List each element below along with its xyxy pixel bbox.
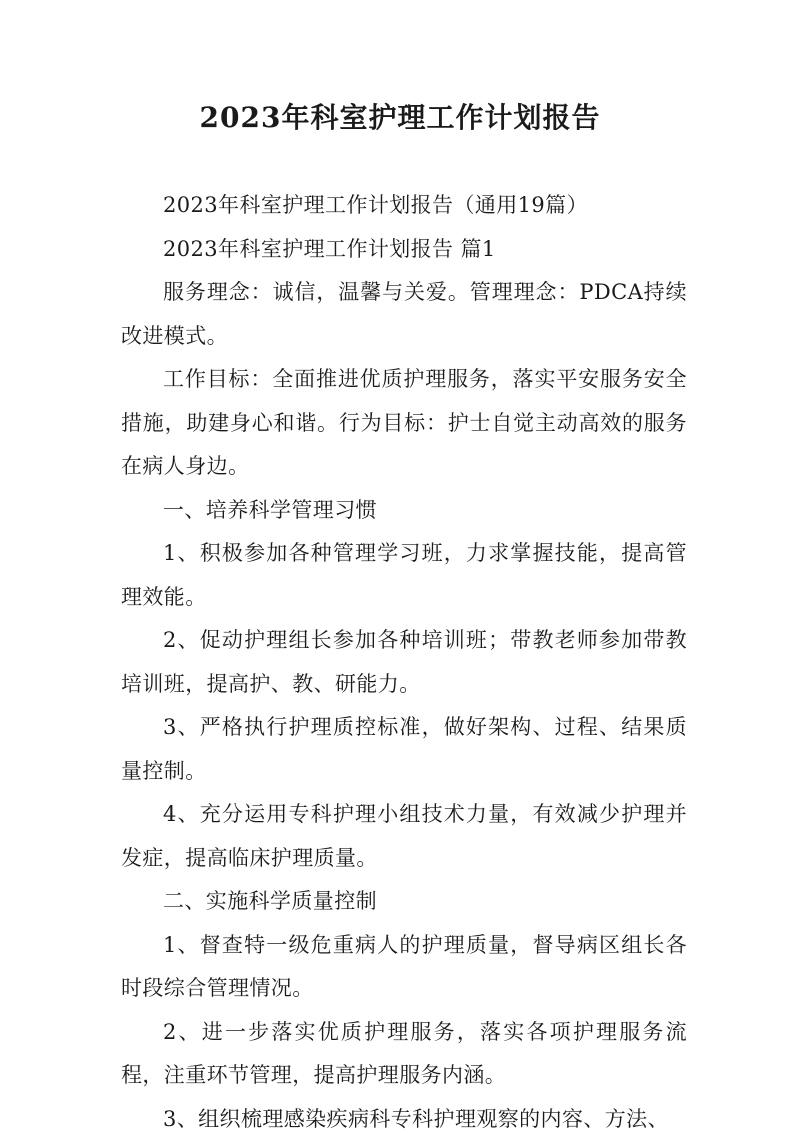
document-body	[121, 184, 687, 1141]
list-item: 2、促动护理组长参加各种培训班；带教老师参加带教培训班，提高护、教、研能力。	[121, 619, 687, 706]
list-item: 2、进一步落实优质护理服务，落实各项护理服务流程，注重环节管理，提高护理服务内涵。	[121, 1011, 687, 1098]
list-item: 1、积极参加各种管理学习班，力求掌握技能，提高管理效能。	[121, 532, 687, 619]
subtitle-paragraph: 2023年科室护理工作计划报告（通用19篇）	[121, 184, 687, 228]
list-item: 1、督查特一级危重病人的护理质量，督导病区组长各时段综合管理情况。	[121, 924, 687, 1011]
document-title: 2023年科室护理工作计划报告	[0, 96, 800, 140]
list-item: 3、组织梳理感染疾病科专科护理观察的内容、方法、	[121, 1098, 687, 1141]
list-item: 3、严格执行护理质控标准，做好架构、过程、结果质量控制。	[121, 706, 687, 793]
body-paragraph: 服务理念：诚信，温馨与关爱。管理理念：PDCA持续改进模式。	[121, 271, 687, 358]
section-heading: 一、培养科学管理习惯	[121, 489, 687, 533]
section-heading: 2023年科室护理工作计划报告 篇1	[121, 228, 687, 272]
section-heading: 二、实施科学质量控制	[121, 880, 687, 924]
list-item: 4、充分运用专科护理小组技术力量，有效减少护理并发症，提高临床护理质量。	[121, 793, 687, 880]
body-paragraph: 工作目标：全面推进优质护理服务，落实平安服务安全措施，助建身心和谐。行为目标：护士自觉主动高效的服务在病人身边。	[121, 358, 687, 489]
